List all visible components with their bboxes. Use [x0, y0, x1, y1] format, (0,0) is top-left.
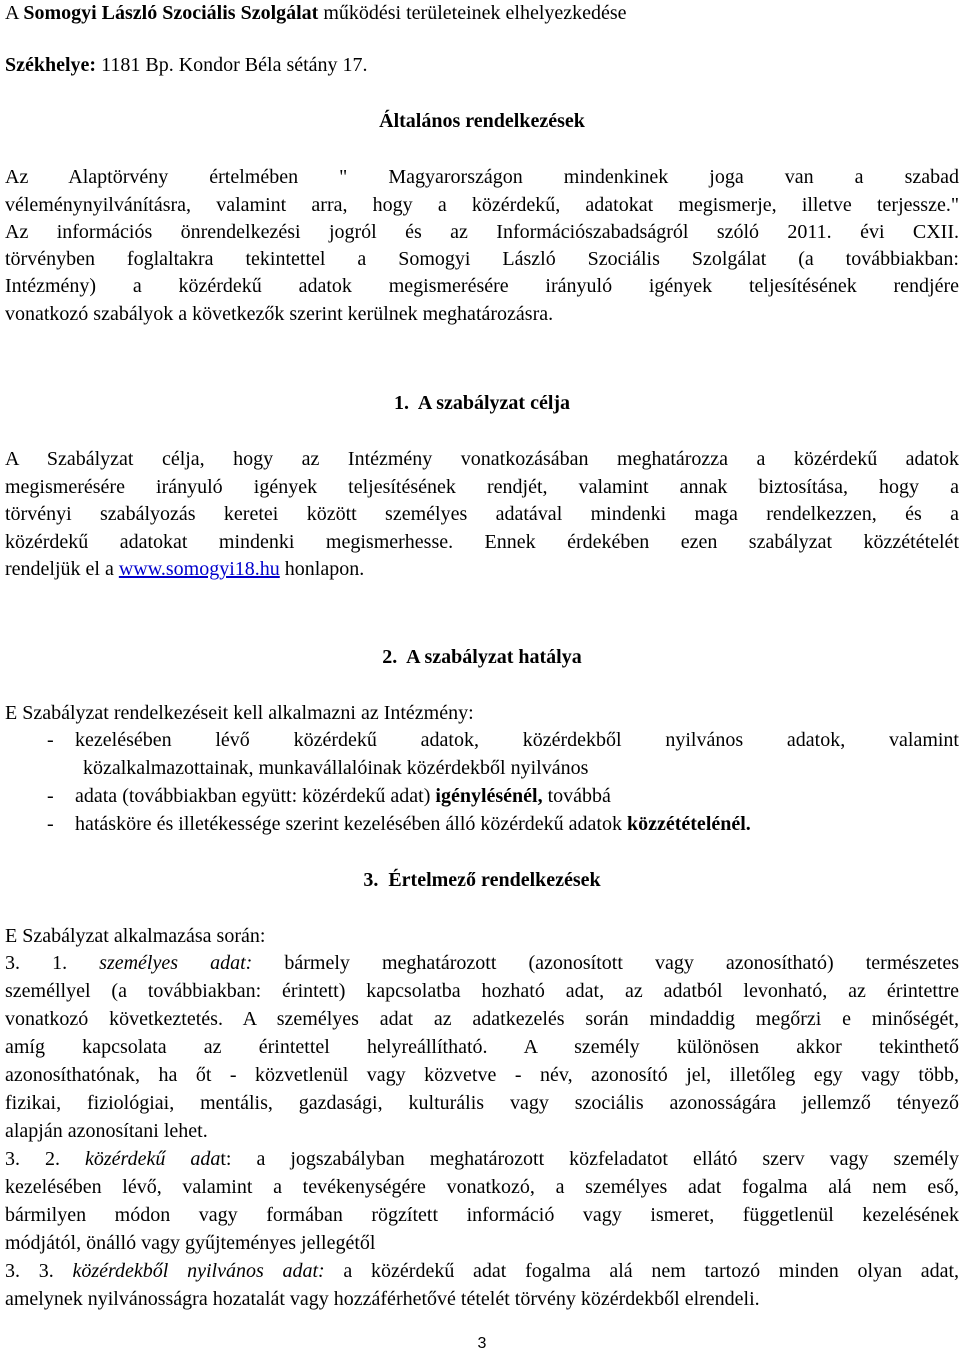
list-dash: -: [47, 785, 54, 807]
website-link[interactable]: www.somogyi18.hu: [118, 558, 280, 580]
section3-intro: E Szabályzat alkalmazása során:: [5, 925, 266, 947]
definition-1-line-7: alapján azonosítani lehet.: [5, 1120, 208, 1142]
definition-1-line-5: azonosíthatónak, ha őt - közvetlenül vagy közvetve - név, azonosító jel, illetőleg egy vagy több,: [5, 1064, 959, 1086]
definition-1-line-1: 3. 1. személyes adat: bármely meghatározott (azonosított vagy azonosítható) természetes: [5, 952, 960, 974]
definition-3-line-2: amelynek nyilvánosságra hozatalát vagy hozzáférhetővé tételét törvény közérdekből elrendeli.: [5, 1288, 760, 1310]
seat-value: 1181 Bp. Kondor Béla sétány 17.: [96, 54, 368, 76]
list-dash: -: [47, 813, 54, 835]
definition-2-line-4: módjától, önálló vagy gyűjteményes jellegétől: [5, 1232, 376, 1254]
seat-label: Székhelye:: [5, 54, 97, 76]
page-number: 3: [477, 1335, 487, 1352]
scope-item-1-line-1: kezelésében lévő közérdekű adatok, közérdekből nyilvános adatok, valamint: [75, 729, 959, 751]
section1-title: 1. A szabályzat célja: [393, 392, 571, 414]
section1-line-4: közérdekű adatokat mindenki megismerhesse. Ennek érdekében ezen szabályzat közzétételét: [5, 531, 959, 553]
section2-title: 2. A szabályzat hatálya: [382, 646, 582, 668]
section3-title: 3. Értelmező rendelkezések: [363, 869, 601, 891]
definition-2-line-3: bármilyen módon vagy formában rögzített információ vagy ismeret, függetlenül kezelésének: [5, 1204, 959, 1226]
general-line-6: vonatkozó szabályok a következők szerint kerülnek meghatározásra.: [5, 303, 554, 325]
scope-item-3: hatásköre és illetékessége szerint kezelésében álló közérdekű adatok közzétételénél.: [75, 813, 751, 835]
general-line-4: törvényben foglaltakra tekintettel a Somogyi László Szociális Szolgálat (a továbbiakban:: [5, 248, 959, 270]
general-line-5: Intézmény) a közérdekű adatok megismerésére irányuló igények teljesítésének rendjére: [5, 275, 959, 297]
definition-1-line-3: vonatkozó következtetés. A személyes adat az adatkezelés során mindaddig megőrzi e minőségét,: [5, 1008, 959, 1030]
section1-line-5: rendeljük el a www.somogyi18.hu honlapon.: [5, 558, 365, 580]
definition-1-line-4: amíg kapcsolata az érintettel helyreállítható. A személy különösen akkor tekinthető: [5, 1036, 959, 1058]
general-line-3: Az információs önrendelkezési jogról és az Információszabadságról szóló 2011. évi CXII.: [5, 221, 959, 243]
section1-line-3: törvényi szabályozás keretei között személyes adatával mindenki maga rendelkezzen, és a: [5, 503, 959, 525]
header-seat-line: [5, 52, 959, 79]
org-name: Somogyi László Szociális Szolgálat: [23, 2, 319, 24]
general-line-2: véleménynyilvánításra, valamint arra, hogy a közérdekű, adatokat megismerje, illetve terjessze.": [5, 194, 959, 216]
general-line-1: Az Alaptörvény értelmében " Magyarországon mindenkinek joga van a szabad: [5, 166, 959, 188]
list-dash: -: [47, 729, 54, 751]
definition-2-line-1: 3. 2. közérdekű adat: a jogszabályban meghatározott közfeladatot ellátó szerv vagy személy: [5, 1148, 959, 1170]
section1-line-2: megismerésére irányuló igények teljesítésének rendjét, valamint annak biztosítása, hogy a: [5, 476, 959, 498]
definition-1-line-2: személlyel (a továbbiakban: érintett) kapcsolatba hozható adat, az adatból levonható, az érintettre: [5, 980, 959, 1002]
header-title-line: A Somogyi László Szociális Szolgálat működési területeinek elhelyezkedése: [5, 2, 627, 24]
definition-1-line-6: fizikai, fiziológiai, mentális, gazdasági, kulturális vagy szociális azonosságára jellemző tényező: [5, 1092, 959, 1114]
section2-intro: E Szabályzat rendelkezéseit kell alkalmazni az Intézmény:: [5, 702, 474, 724]
general-title: Általános rendelkezések: [379, 110, 585, 132]
section1-line-1: A Szabályzat célja, hogy az Intézmény vonatkozásában meghatározza a közérdekű adatok: [5, 448, 959, 470]
scope-item-2: adata (továbbiakban együtt: közérdekű adat) igénylésénél, továbbá: [75, 785, 611, 807]
scope-item-1-line-2: közalkalmazottainak, munkavállalóinak közérdekből nyilvános: [83, 757, 589, 779]
definition-3-line-1: 3. 3. közérdekből nyilvános adat: a közérdekű adat fogalma alá nem tartozó minden olyan adat,: [5, 1260, 959, 1282]
definition-2-line-2: kezelésében lévő, valamint a tevékenységére vonatkozó, a személyes adat fogalma alá nem eső,: [5, 1176, 959, 1198]
